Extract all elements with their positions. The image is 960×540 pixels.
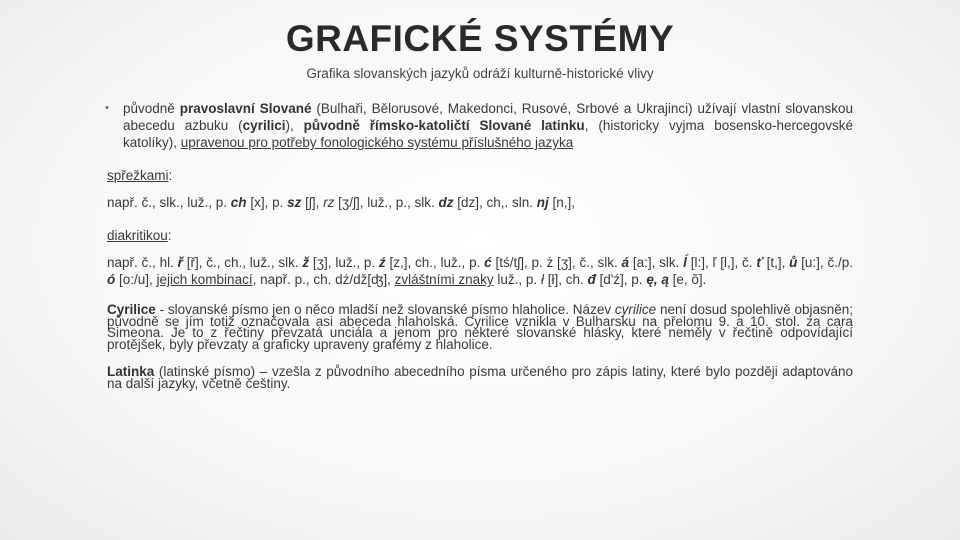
bullet-icon: • [105,102,109,114]
bullet-item-alphabets: • původně pravoslavní Slované (Bulhaři, Bělorusové, Makedonci, Rusové, Srbové a Ukrajinci) užívají vlastní slovanskou abecedu azbuku (cyrilici), původně římsko-katoličtí Slované latinku, (historicky vyjma bosensko-hercegovské katolíky), upravenou pro potřeby fonologického systému příslušného jazyka [105,101,854,150]
term-cyrillic: cyrilici [242,118,286,133]
latinka-paragraph: Latinka (latinské písmo) – vzešla z původního abecedního písma určeného pro zápis latiny, které bylo později adaptováno na další jazyky, včetně češtiny. [107,364,853,391]
term-cyrilice: Cyrilice [107,302,156,317]
term-latinka: Latinka [107,364,155,379]
term-orthodox-slavs: pravoslavní Slované [179,101,312,116]
content-area [107,100,853,389]
page-title: GRAFICKÉ SYSTÉMY [285,18,675,59]
term-catholic-slavs: původně římsko-katoličtí Slované latinku [303,118,585,133]
sprezky-examples: např. č., slk., luž., p. ch [x], p. sz [ʃ], rz [ʒ/ʃ], luž., p., slk. dz [dz], ch,. sln. nj [n,], [107,195,576,210]
underlined-phrase: upravenou pro potřeby fonologického systému příslušného jazyka [180,135,574,150]
cyrilice-paragraph: Cyrilice - slovanské písmo jen o něco mladší než slovanské písmo hlaholice. Název cyrilice není dosud spolehlivě objasněn; původně se jím totiž označovala asi abeceda hlaholská. Cyrilice vznikla v Bulharsku na přelomu 9. a 10. stol. za cara Simeona. Je to z řečtiny převzatá unciála a jenom pro některé slovanské hlásky, které neměly v řečtině odpovídající protějšek, byly převzaty a graficky upraveny grafémy z hlaholice. [107,302,853,352]
diakritika-heading: diakritikou: [107,228,172,243]
diakritika-examples: např. č., hl. ř [ř], č., ch., luž., slk. ž [ʒ], luž., p. ź [z,], ch., luž., p. ć [tś/tʃ], p. ż [ʒ], č., slk. á [a:], slk. ĺ [l:], ľ [l,], č. ť [t,], ů [u:], č./p. ó [o:/u], jejich kombinací, např. p., ch. dź/dž[ʤ], zvláštními znaky luž., p. ł [ł], ch. đ [d'ź], p. ę, ą [e, õ]. [107,255,853,287]
page-subtitle: Grafika slovanských jazyků odráží kulturně-historické vlivy [306,66,654,81]
sprezky-heading: spřežkami: [107,168,173,183]
